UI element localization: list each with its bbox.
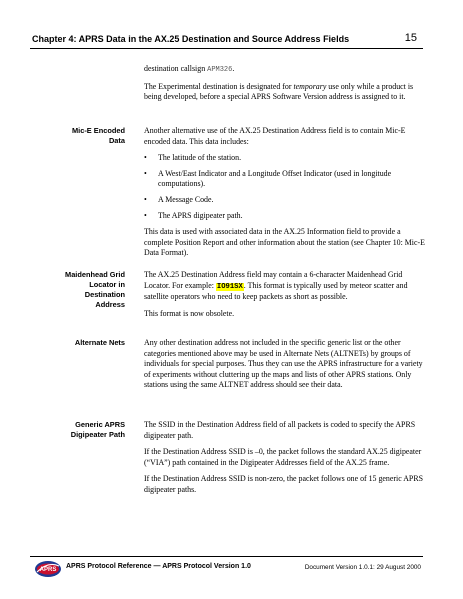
bullet-icon: • xyxy=(144,168,147,178)
bullet-icon: • xyxy=(144,153,147,163)
list-item: • A West/East Indicator and a Longitude Offset Indicator (used in longitude computations). xyxy=(144,168,392,189)
header-rule xyxy=(30,48,423,49)
alternate-nets-paragraph: Any other destination address not included in the specific generic list or the other categories mentioned above may be used in Alternate Nets (ALTNETs) by groups of individuals for special purposes. Thus they can use the APRS infrastructure for a variety of experiments without cluttering up the maps and lists of other APRS stations. Only stations using the same ALTNET address should see their data. xyxy=(144,338,423,390)
section-heading-alternate-nets: Alternate Nets xyxy=(74,338,125,347)
logo-text: APRS xyxy=(39,567,57,573)
grid-locator-code: IO91SX xyxy=(216,282,243,291)
bullet-icon: • xyxy=(144,194,147,204)
digipeater-path-content xyxy=(144,420,427,502)
maidenhead-paragraph-1: The AX.25 Destination Address field may contain a 6-character Maidenhead Grid Locator. For example: IO91SX. This format is typically used by meteor scatter and satellite operators who need to keep packets as short as possible. xyxy=(144,270,408,302)
digipeater-path-paragraph-1: The SSID in the Destination Address field of all packets is coded to specify the APRS digipeater path. xyxy=(144,420,416,440)
mic-e-paragraph-2: This data is used with associated data in the AX.25 Information field to provide a complete Position Report and other information about the station (see Chapter 10: Mic-E Data Format). xyxy=(144,227,425,258)
page-number: 15 xyxy=(404,32,417,44)
mic-e-content xyxy=(144,126,427,265)
alternate-nets-content xyxy=(144,338,427,397)
list-item: • The APRS digipeater path. xyxy=(144,210,243,220)
maidenhead-paragraph-2: This format is now obsolete. xyxy=(144,308,235,318)
intro-paragraph-1: destination callsign APM326. xyxy=(144,64,235,74)
digipeater-path-paragraph-3: If the Destination Address SSID is non-zero, the packet follows one of 15 generic APRS digipeater paths. xyxy=(144,474,423,494)
section-heading-mic-e: Mic-E Encoded Data xyxy=(72,126,125,145)
callsign-code: APM326 xyxy=(207,66,233,74)
list-item: • A Message Code. xyxy=(144,194,214,204)
aprs-logo-icon xyxy=(34,559,62,579)
digipeater-path-paragraph-2: If the Destination Address SSID is –0, the packet follows the standard AX.25 digipeater (“VIA”) path contained in the Digipeater Addresses field of the AX.25 frame. xyxy=(144,447,422,467)
list-item: • The latitude of the station. xyxy=(144,153,242,163)
mic-e-paragraph-1: Another alternative use of the AX.25 Destination Address field is to contain Mic-E encoded data. This data includes: xyxy=(144,126,406,146)
bullet-icon: • xyxy=(144,210,147,220)
maidenhead-content xyxy=(144,270,427,325)
footer-right: Document Version 1.0.1: 29 August 2000 xyxy=(304,564,421,571)
footer-left: APRS Protocol Reference — APRS Protocol Version 1.0 xyxy=(66,563,251,570)
footer-rule xyxy=(30,556,423,557)
intro-paragraph-2: The Experimental destination is designated for temporary use only while a product is being developed, before a special APRS Software Version address is assigned to it. xyxy=(144,81,414,102)
intro-content xyxy=(144,64,427,109)
section-heading-maidenhead: Maidenhead Grid Locator in Destination Address xyxy=(65,270,125,309)
mic-e-bullet-list xyxy=(144,153,427,221)
section-heading-digipeater-path: Generic APRS Digipeater Path xyxy=(70,420,125,439)
chapter-title: Chapter 4: APRS Data in the AX.25 Destination and Source Address Fields xyxy=(32,34,350,44)
